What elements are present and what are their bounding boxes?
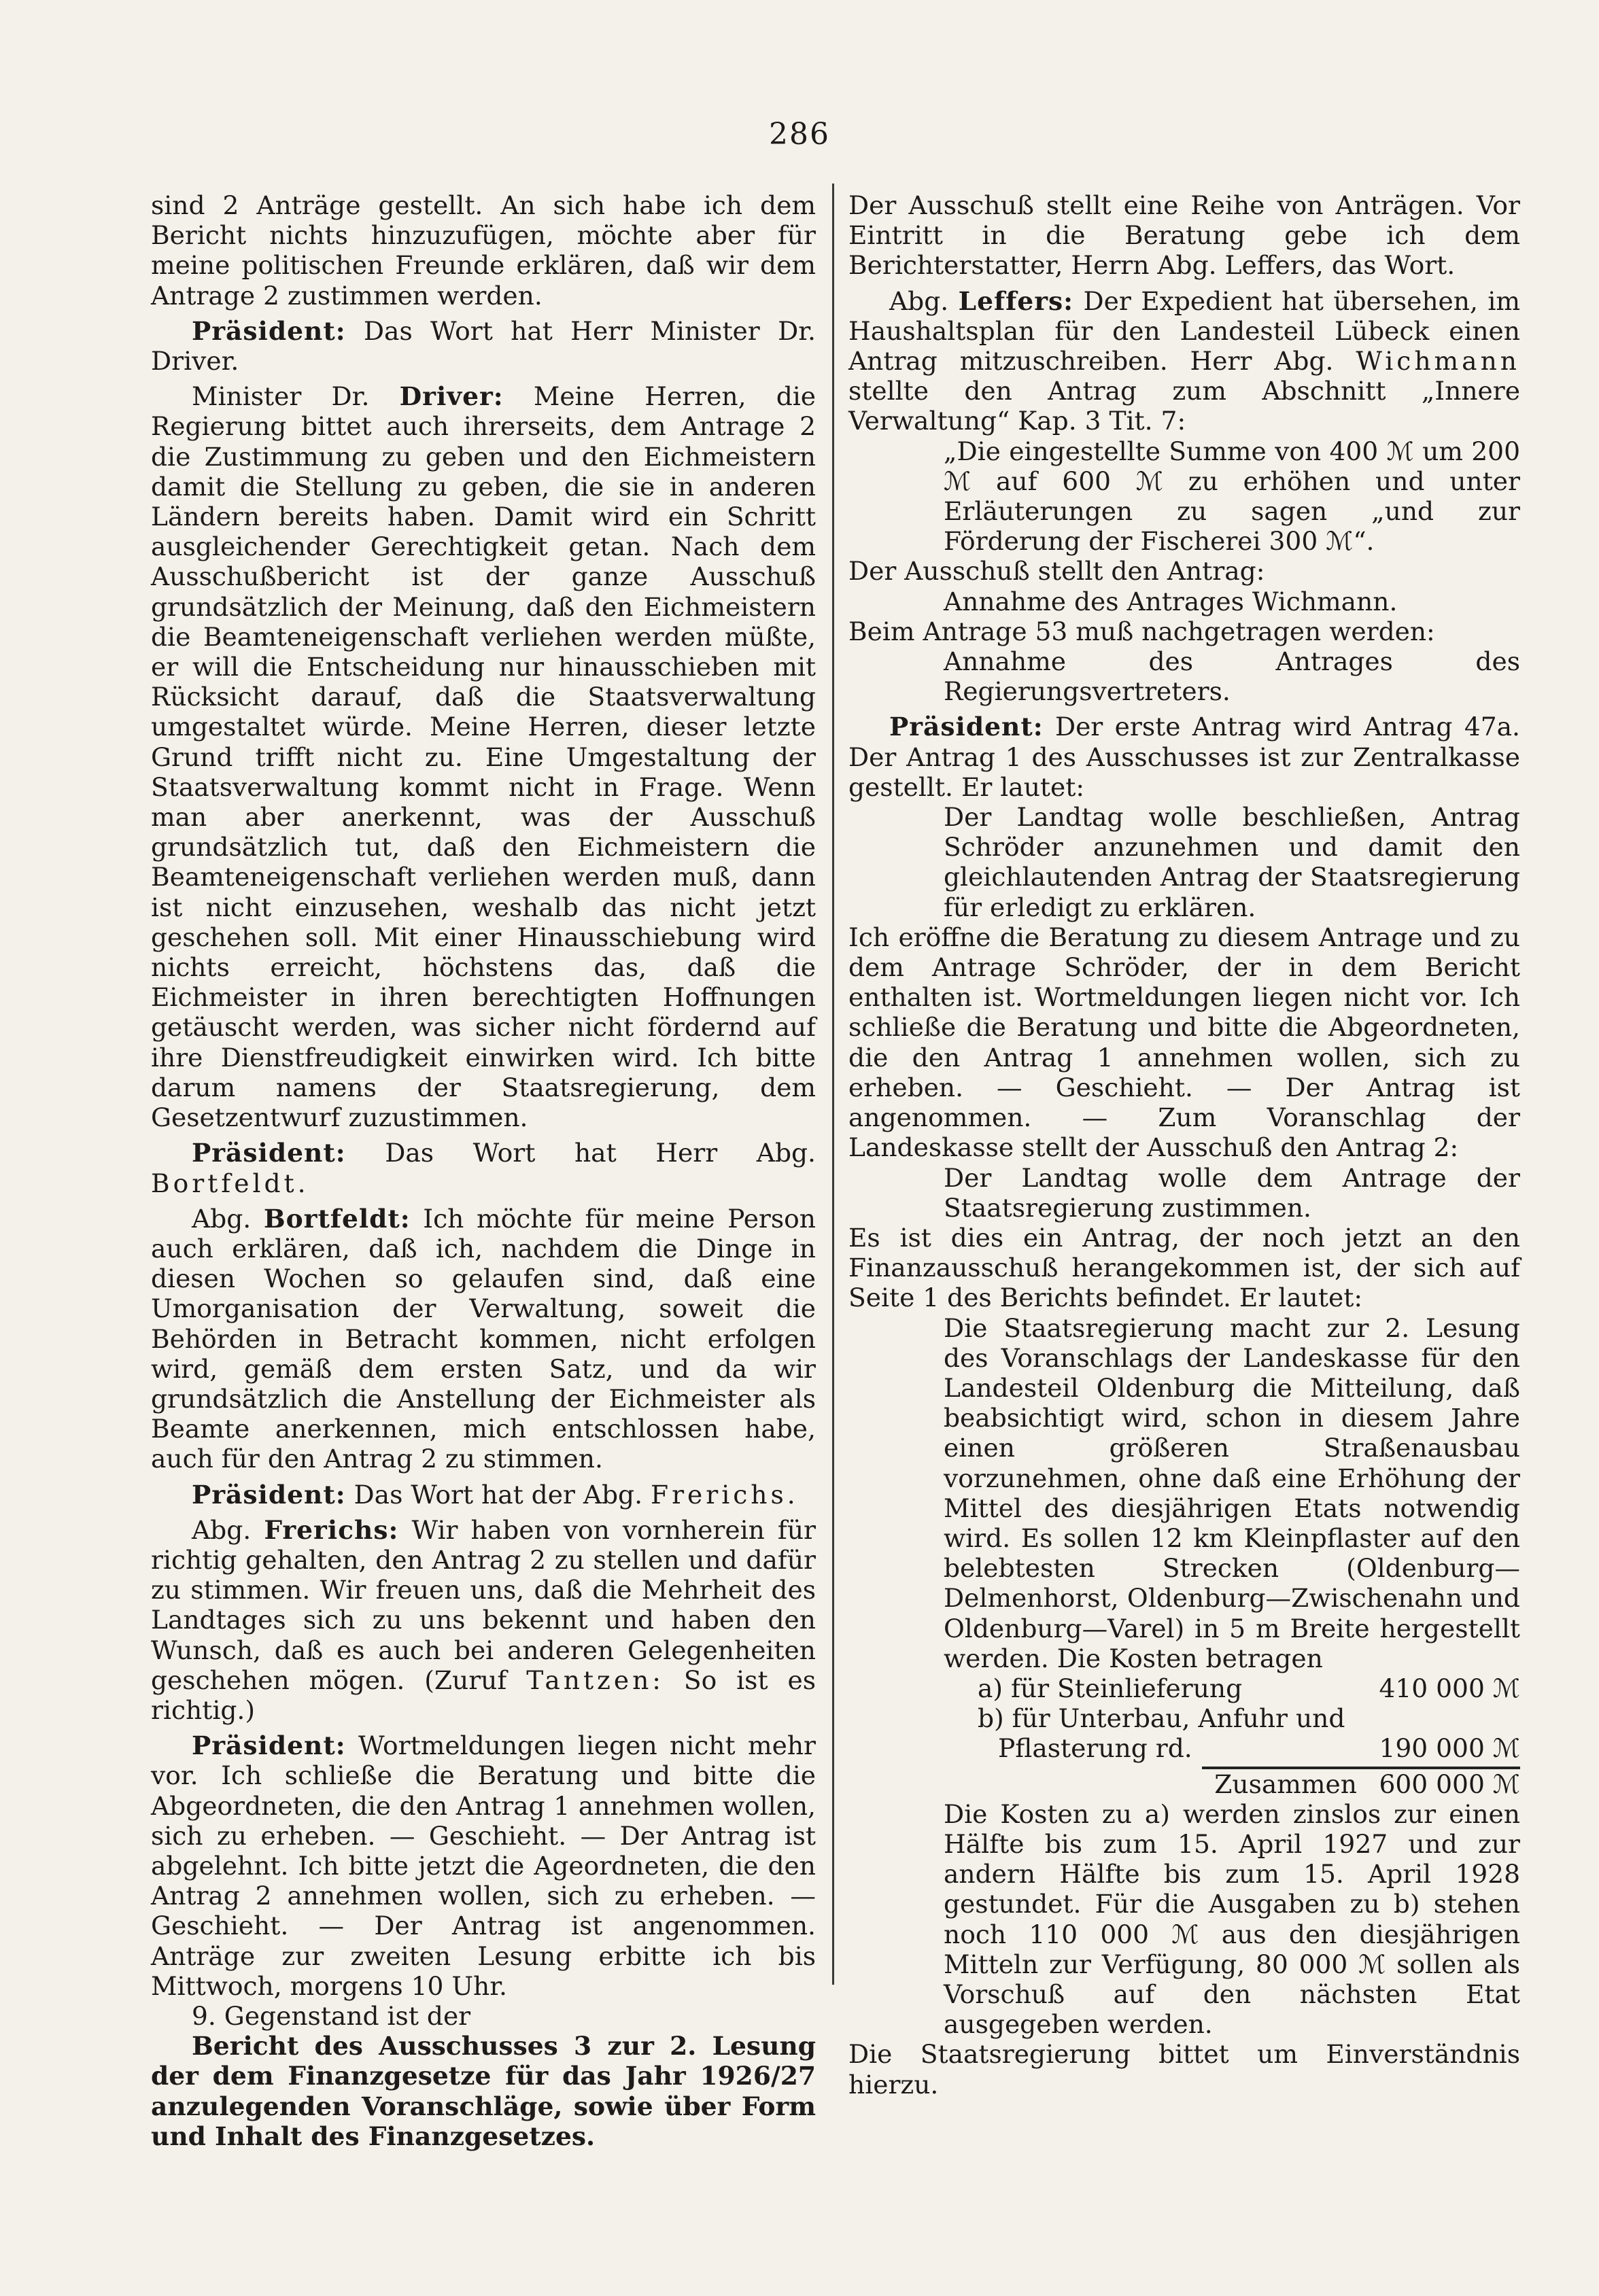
quoted-motion: Die Staatsregierung macht zur 2. Lesung des Voranschlags der Landeskasse für den Landesteil Oldenburg die Mitteilung, daß beabsichtigt wird, schon in diesem Jahre einen größeren Straßenausbau vorzunehmen, ohne daß eine Erhöhung der Mittel des diesjährigen Etats notwendig wird. Es sollen 12 km Kleinpflaster auf den belebtesten Strecken (Oldenburg—Delmenhorst, Oldenburg—Zwischenahn und Oldenburg—Varel) in 5 m Breite hergestellt werden. Die Kosten betragen	[944, 1312, 1520, 1673]
paragraph	[848, 712, 1520, 802]
sum-row	[848, 1769, 1520, 1799]
speaker-label: Bortfeldt:	[263, 1203, 411, 1234]
cost-row	[848, 1733, 1520, 1763]
paragraph	[151, 316, 816, 376]
cost-label: a) für Steinlieferung	[978, 1673, 1243, 1703]
speech-text: Meine Herren, die Regierung bittet auch ihrerseits, dem Antrage 2 die Zustimmung zu geben und den Eichmeistern damit die Stellung zu geben, die sie in anderen Ländern bereits haben. Damit wird ein Schritt ausgleichender Gerechtigkeit getan. Nach dem Ausschußbericht ist der ganze Ausschuß grundsätzlich der Meinung, daß den Eichmeistern die Beamteneigenschaft verliehen werden müßte, er will die Entscheidung nur hinausschieben mit Rücksicht darauf, daß die Staatsverwaltung umgestaltet würde. Meine Herren, dieser letzte Grund trifft nicht zu. Eine Umgestaltung der Staatsverwaltung kommt nicht in Frage. Wenn man aber anerkennt, was der Ausschuß grundsätzlich tut, daß den Eichmeistern die Beamteneigenschaft verliehen werden muß, dann ist nicht einzusehen, weshalb das nicht jetzt geschehen soll. Mit einer Hinausschiebung wird nichts erreicht, höchstens das, daß die Eichmeister in ihren berechtigten Hoffnungen getäuscht werden, was sicher nicht fördernd auf ihre Dienstfreudigkeit einwirken wird. Ich bitte darum namens der Staatsregierung, dem Gesetzentwurf zuzustimmen.	[151, 381, 816, 1133]
speaker-label: Leffers:	[958, 285, 1074, 316]
paragraph: Der Ausschuß stellt den Antrag:	[848, 556, 1265, 587]
speaker-name: Wichmann	[1356, 346, 1520, 377]
paragraph: Beim Antrage 53 muß nachgetragen werden:	[848, 616, 1435, 646]
interjector-name: Tantzen:	[526, 1665, 664, 1695]
cost-row	[848, 1673, 1520, 1703]
quoted-motion: Annahme des Antrages Wichmann.	[944, 586, 1398, 616]
paragraph	[151, 1480, 816, 1510]
speaker-label: Driver:	[399, 381, 504, 412]
paragraph: Die Staatsregierung bittet um Einverständnis hierzu.	[848, 2039, 1520, 2100]
paragraph	[151, 1515, 816, 1725]
speaker-name: Bortfeldt.	[151, 1168, 309, 1198]
speech-text: Das Wort hat Herr Abg.	[385, 1138, 816, 1168]
paragraph	[151, 1730, 816, 2001]
speech-text: Der Expedient hat übersehen, im Haushaltsplan für den Landesteil Lübeck einen Antrag mitzuschreiben. Herr Abg.	[848, 285, 1520, 377]
cost-amount: 410 000 ℳ	[1379, 1673, 1520, 1703]
cost-amount: 190 000 ℳ	[1379, 1733, 1520, 1764]
column-divider	[832, 184, 834, 1985]
speech-text: So ist es richtig.)	[151, 1665, 816, 1725]
quoted-motion: Annahme des Antrages des Regierungsvertreters.	[944, 646, 1520, 707]
sum-label: Zusammen	[1214, 1769, 1357, 1799]
cost-label: b) für Unterbau, Anfuhr und	[978, 1703, 1345, 1734]
paragraph	[151, 1204, 816, 1474]
sum-amount: 600 000 ℳ	[1379, 1769, 1520, 1799]
paragraph: Der Ausschuß stellt eine Reihe von Anträgen. Vor Eintritt in die Beratung gebe ich dem Berichterstatter, Herrn Abg. Leffers, das Wort.	[848, 190, 1520, 281]
speaker-label: Frerichs:	[264, 1514, 399, 1545]
speaker-title: Minister Dr.	[192, 381, 370, 412]
speech-text: Ich möchte für meine Person auch erklären, daß ich, nachdem die Dinge in diesen Wochen so gelaufen sind, daß eine Umorganisation der Verwaltung, soweit die Behörden in Betracht kommen, nicht erfolgen wird, gemäß dem ersten Satz, und da wir grundsätzlich die Anstellung der Eichmeister als Beamte anerkennen, mich entschlossen habe, auch für den Antrag 2 zu stimmen.	[151, 1203, 816, 1474]
speaker-label: Präsident:	[192, 315, 346, 346]
agenda-heading: Bericht des Ausschusses 3 zur 2. Lesung der dem Finanzgesetze für das Jahr 1926/27 anzulegenden Voranschläge, sowie über Form und Inhalt des Finanzgesetzes.	[151, 2031, 816, 2151]
paragraph: Ich eröffne die Beratung zu diesem Antrage und zu dem Antrage Schröder, der in dem Bericht enthalten ist. Wortmeldungen liegen nicht vor. Ich schließe die Beratung und bitte die Abgeordneten, die den Antrag 1 annehmen wollen, sich zu erheben. — Geschieht. — Der Antrag ist angenommen. — Zum Voranschlag der Landeskasse stellt der Ausschuß den Antrag 2:	[848, 922, 1520, 1163]
paragraph	[151, 381, 816, 1132]
paragraph: sind 2 Anträge gestellt. An sich habe ich dem Bericht nichts hinzuzufügen, möchte aber für meine politischen Freunde erklären, daß wir dem Antrage 2 zustimmen werden.	[151, 190, 816, 311]
quoted-motion: Der Landtag wolle dem Antrage der Staatsregierung zustimmen.	[944, 1162, 1520, 1223]
speaker-label: Präsident:	[192, 1730, 346, 1761]
cost-label: Pflasterung rd.	[998, 1733, 1192, 1764]
speaker-name: Frerichs.	[651, 1479, 799, 1510]
speech-text: Wir haben von vornherein für richtig gehalten, den Antrag 2 zu stellen und dafür zu stimmen. Wir freuen uns, daß die Mehrheit des Landtages sich zu uns bekennt und haben den Wunsch, daß es auch bei anderen Gelegenheiten geschehen mögen. (Zuruf	[151, 1514, 816, 1695]
speaker-title: Abg.	[192, 1203, 252, 1234]
speaker-title: Abg.	[889, 285, 949, 316]
paragraph	[848, 286, 1520, 436]
quoted-motion: „Die eingestellte Summe von 400 ℳ um 200 ℳ auf 600 ℳ zu erhöhen und unter Erläuterungen zu sagen „und zur Förderung der Fischerei 300 ℳ“.	[944, 436, 1520, 557]
speaker-label: Präsident:	[192, 1138, 346, 1168]
right-column	[848, 190, 1520, 2100]
left-column	[151, 190, 816, 2151]
speech-text: Das Wort hat Herr Minister Dr. Driver.	[151, 315, 816, 377]
speech-text: Wortmeldungen liegen nicht mehr vor. Ich schließe die Beratung und bitte die Abgeordneten, die den Antrag 1 annehmen wollen, sich zu erheben. — Geschieht. — Der Antrag ist abgelehnt. Ich bitte jetzt die Ageordneten, die den Antrag 2 annehmen wollen, sich zu erheben. — Geschieht. — Der Antrag ist angenommen. Anträge zur zweiten Lesung erbitte ich bis Mittwoch, morgens 10 Uhr.	[151, 1730, 816, 2001]
page-number: 286	[769, 117, 830, 152]
paragraph	[151, 1138, 816, 1198]
speaker-label: Präsident:	[192, 1479, 346, 1510]
quoted-motion: Der Landtag wolle beschließen, Antrag Schröder anzunehmen und damit den gleichlautenden Antrag der Staatsregierung für erledigt zu erklären.	[944, 802, 1520, 922]
speech-text: Das Wort hat der Abg.	[354, 1479, 643, 1510]
speaker-label: Präsident:	[889, 712, 1044, 742]
cost-row	[848, 1703, 1520, 1733]
speech-text: Der erste Antrag wird Antrag 47a. Der Antrag 1 des Ausschusses ist zur Zentralkasse gestellt. Er lautet:	[848, 712, 1520, 802]
agenda-item: 9. Gegenstand ist der	[192, 2000, 471, 2031]
speech-text: stellte den Antrag zum Abschnitt „Innere Verwaltung“ Kap. 3 Tit. 7:	[848, 376, 1520, 436]
paragraph: Es ist dies ein Antrag, der noch jetzt an den Finanzausschuß herangekommen ist, der sich auf Seite 1 des Berichts befindet. Er lautet:	[848, 1222, 1520, 1313]
speaker-title: Abg.	[192, 1514, 252, 1545]
quoted-motion: Die Kosten zu a) werden zinslos zur einen Hälfte bis zum 15. April 1927 und zur andern Hälfte bis zum 15. April 1928 gestundet. Für die Ausgaben zu b) stehen noch 110 000 ℳ aus den diesjährigen Mitteln zur Verfügung, 80 000 ℳ sollen als Vorschuß auf den nächsten Etat ausgegeben werden.	[944, 1798, 1520, 2040]
